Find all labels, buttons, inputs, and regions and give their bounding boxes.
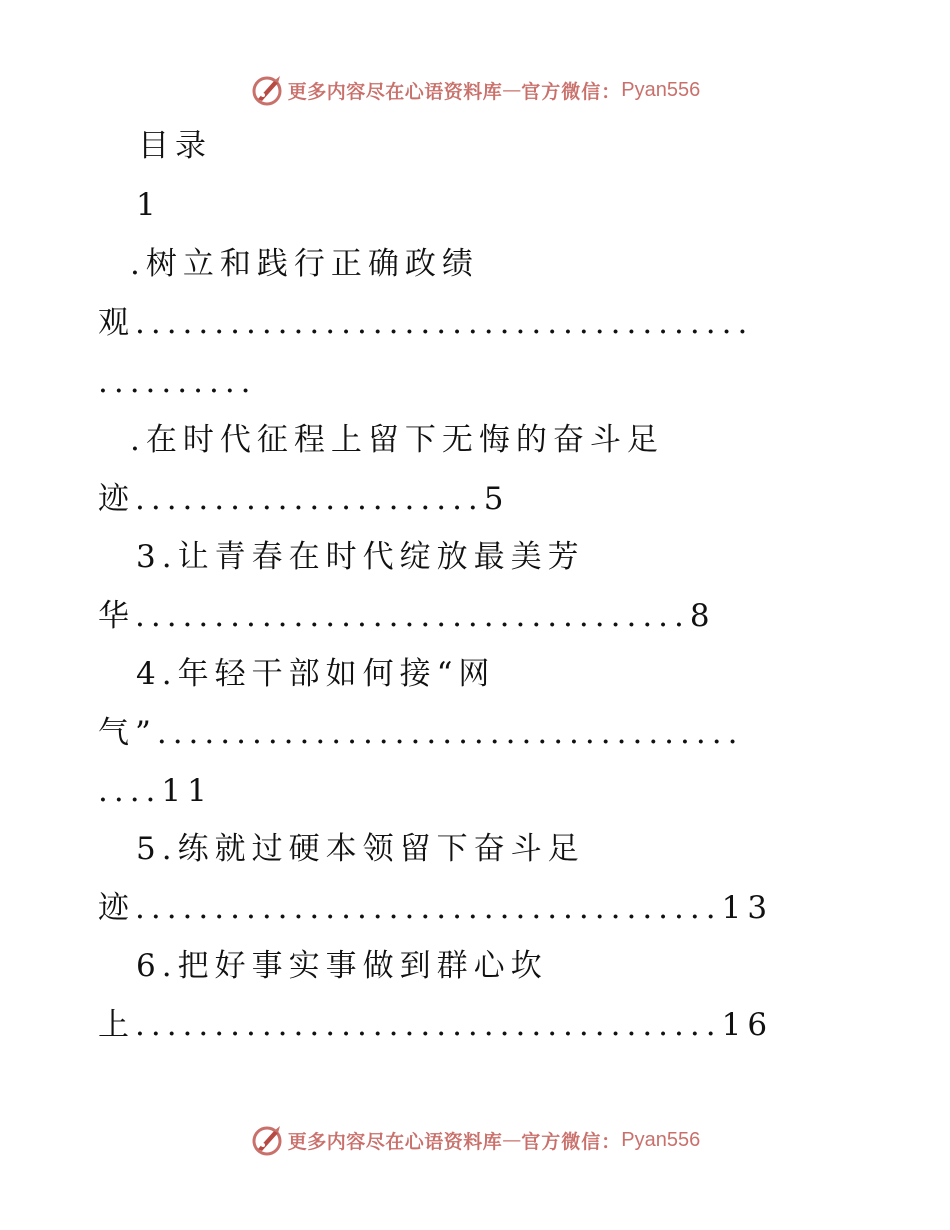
- banner-wechat-id: Pyan556: [621, 78, 701, 101]
- banner-text: 更多内容尽在心语资料库: [287, 80, 503, 103]
- banner-text: 更多内容尽在心语资料库: [287, 1130, 503, 1153]
- quill-pen-logo-icon: [250, 1123, 284, 1157]
- banner-wechat-id: Pyan556: [621, 1128, 701, 1151]
- toc-line: 1: [136, 187, 162, 223]
- banner-separator: —: [502, 79, 522, 101]
- quill-pen-logo-icon: [250, 73, 284, 107]
- banner-separator: —: [502, 1129, 522, 1151]
- toc-line: 4.年轻干部如何接“网: [136, 656, 496, 692]
- toc-line: ....11: [98, 773, 213, 809]
- banner-wechat-label: 官方微信：: [521, 1130, 622, 1153]
- toc-line: 迹.....................................13: [98, 890, 774, 926]
- toc-heading: 目录: [138, 128, 212, 164]
- toc-line: 观.......................................: [98, 305, 754, 341]
- toc-line: 5.练就过硬本领留下奋斗足: [136, 831, 585, 867]
- toc-line: 迹......................5: [98, 481, 510, 517]
- footer-banner: [0, 1120, 950, 1160]
- toc-line: 3.让青春在时代绽放最美芳: [136, 539, 585, 575]
- banner-wechat-label: 官方微信：: [521, 80, 622, 103]
- toc-line: .树立和践行正确政绩: [130, 246, 479, 282]
- header-banner: [0, 70, 950, 110]
- toc-line: 6.把好事实事做到群心坎: [136, 948, 548, 984]
- toc-line: 上.....................................16: [98, 1007, 774, 1043]
- toc-line: 华...................................8: [98, 598, 716, 634]
- toc-line: .在时代征程上留下无悔的奋斗足: [130, 422, 664, 458]
- toc-line: ..........: [98, 364, 257, 400]
- toc-line: 气”.....................................: [98, 715, 744, 751]
